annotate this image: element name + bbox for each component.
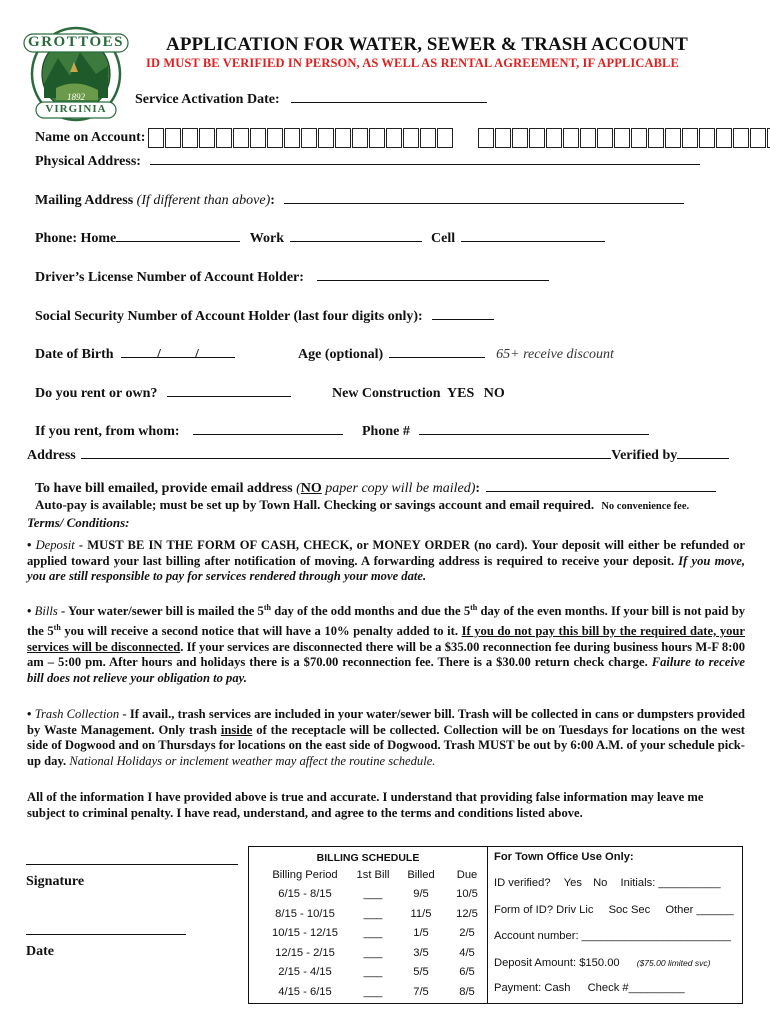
verified-by-label: Verified by [611, 448, 678, 463]
new-construction-label: New Construction [332, 386, 441, 401]
name-letter-box[interactable] [148, 128, 164, 148]
form-of-id-driv-lic[interactable]: Driv Lic [556, 904, 594, 916]
dob-day-field[interactable] [157, 357, 195, 358]
phone-row [35, 231, 605, 247]
phone-work-field[interactable] [290, 241, 422, 242]
billing-cell[interactable]: ___ [363, 985, 383, 998]
name-letter-box[interactable] [495, 128, 511, 148]
email-label: To have bill emailed, provide email address [35, 481, 293, 496]
name-letter-box[interactable] [301, 128, 317, 148]
name-letter-box[interactable] [648, 128, 664, 148]
deposit-amount: Deposit Amount: $150.00 [494, 957, 620, 969]
name-letter-box[interactable] [403, 128, 419, 148]
trash-text-b: of the receptacle will be collected. Collection will be on Tuesdays for locations on the west side of Dogwood and on Thursdays for locations on the east side of Dogwood. Trash MUST be out by 6:00 A.M. of your schedule pick-up day. [27, 722, 746, 768]
service-activation-row [135, 92, 487, 108]
billing-row [259, 982, 487, 1002]
bills-text-d: you will receive a second notice that will have a 10% penalty added to it. [60, 623, 462, 638]
name-letter-box[interactable] [233, 128, 249, 148]
name-on-account-row [35, 128, 770, 148]
form-of-id-label: Form of ID? [494, 904, 554, 916]
billing-cell[interactable]: ___ [363, 907, 383, 920]
billing-cell: 7/5 [413, 985, 429, 998]
logo-year: 1892 [67, 92, 85, 102]
billing-cell[interactable]: ___ [363, 888, 383, 901]
bills-sup-1: th [263, 603, 271, 612]
billing-header-cell: 1st Bill [356, 868, 390, 881]
ssn-row [35, 309, 494, 325]
billing-schedule-title: BILLING SCHEDULE [316, 852, 420, 864]
new-construction-yes[interactable]: YES [447, 386, 475, 401]
email-paren: ( [296, 481, 301, 496]
office-form-of-id-row [494, 904, 734, 916]
logo-bottom-text: VIRGINIA [45, 103, 107, 115]
billing-cell: 10/5 [456, 888, 478, 901]
billing-cell: 12/15 - 2/15 [275, 946, 335, 959]
drivers-license-row [35, 270, 549, 286]
landlord-address-field[interactable] [81, 458, 611, 459]
name-letter-box[interactable] [478, 128, 494, 148]
certification-text: All of the information I have provided above is true and accurate. I understand that providing false information may leave me subject to criminal penalty. I have read, understand, and agree to the terms and conditions listed above. [27, 790, 704, 820]
phone-work-label: Work [249, 231, 284, 246]
dob-month-field[interactable] [121, 357, 157, 358]
name-on-account-label: Name on Account: [35, 130, 146, 145]
name-letter-box[interactable] [546, 128, 562, 148]
billing-cell: 4/5 [459, 946, 475, 959]
rent-from-field[interactable] [193, 434, 343, 435]
drivers-license-field[interactable] [317, 280, 549, 281]
name-letter-box[interactable] [199, 128, 215, 148]
billing-cell: 1/5 [413, 927, 429, 940]
mailing-address-row: Mailing Address (If different than above): [35, 193, 684, 209]
form-of-id-other[interactable]: Other ______ [665, 904, 734, 916]
signature-line[interactable] [26, 864, 238, 865]
name-letter-box[interactable] [682, 128, 698, 148]
name-letter-box[interactable] [267, 128, 283, 148]
name-letter-box[interactable] [284, 128, 300, 148]
mailing-address-label: Mailing Address [35, 193, 134, 208]
terms-heading: Terms/ Conditions: [27, 515, 130, 530]
account-number-field[interactable]: Account number: ________________________ [494, 930, 732, 942]
town-seal-logo [18, 18, 134, 126]
trash-text-a: - If avail., trash services are included in your water/sewer bill. Trash will be collected in cans or dumpsters provided by Waste Management. Only trash [27, 707, 745, 737]
billing-cell: 6/15 - 8/15 [278, 888, 332, 901]
billing-cell[interactable]: ___ [363, 927, 383, 940]
service-activation-label: Service Activation Date: [135, 92, 280, 107]
rent-own-field[interactable] [167, 396, 291, 397]
new-construction-row [332, 386, 505, 402]
dob-row: Date of Birth / / [35, 347, 235, 364]
limited-svc-note: ($75.00 limited svc) [636, 958, 711, 968]
billing-cell: 2/15 - 4/15 [278, 966, 332, 979]
name-letter-box[interactable] [733, 128, 749, 148]
name-letter-box[interactable] [437, 128, 453, 148]
dob-year-field[interactable] [195, 357, 235, 358]
deposit-label: Deposit [35, 538, 75, 552]
drivers-license-label: Driver’s License Number of Account Holder: [35, 270, 304, 285]
billing-cell: 6/5 [459, 966, 475, 979]
landlord-phone-row [362, 424, 649, 440]
name-letter-box[interactable] [216, 128, 232, 148]
form-subtitle: ID MUST BE VERIFIED IN PERSON, AS WELL AS RENTAL AGREEMENT, IF APPLICABLE [146, 56, 679, 70]
billing-cell: 9/5 [413, 888, 429, 901]
name-letter-box[interactable] [614, 128, 630, 148]
last-name-boxes[interactable] [478, 128, 770, 148]
landlord-address-label: Address [27, 448, 76, 463]
billing-cell: 8/5 [459, 985, 475, 998]
name-letter-box[interactable] [597, 128, 613, 148]
bills-sup-3: th [53, 622, 61, 632]
billing-cell: 12/5 [456, 907, 478, 920]
name-letter-box[interactable] [512, 128, 528, 148]
id-verified-label: ID verified? [494, 877, 551, 889]
name-letter-box[interactable] [335, 128, 351, 148]
email-no-text: NO [300, 481, 322, 496]
verified-by-field[interactable] [677, 458, 729, 459]
ssn-label: Social Security Number of Account Holder (last four digits only): [35, 309, 423, 324]
trash-italic: National Holidays or inclement weather may affect the routine schedule. [69, 753, 436, 768]
name-letter-box[interactable] [386, 128, 402, 148]
billing-row [259, 963, 487, 983]
phone-home-label: Phone: Home [35, 231, 117, 246]
billing-cell: 3/5 [413, 946, 429, 959]
age-label: Age (optional) [298, 347, 384, 362]
autopay-text: Auto-pay is available; must be set up by Town Hall. Checking or savings account and email required. [35, 497, 595, 512]
name-letter-box[interactable] [529, 128, 545, 148]
deposit-italic: If you move, you are still responsible to pay for services rendered through your move date. [27, 553, 745, 584]
billing-cell: 11/5 [410, 907, 432, 920]
billing-cell: 5/5 [413, 966, 429, 979]
first-name-boxes[interactable] [148, 128, 454, 148]
office-id-verified-row [494, 877, 721, 889]
billing-cell: 10/15 - 12/15 [272, 927, 338, 940]
billing-header-cell: Billed [407, 868, 435, 881]
name-letter-box[interactable] [420, 128, 436, 148]
age-row [298, 347, 614, 363]
service-activation-field[interactable] [291, 102, 487, 103]
trash-label: Trash Collection [34, 707, 120, 721]
email-field[interactable] [486, 491, 716, 492]
phone-cell-field[interactable] [461, 241, 605, 242]
rent-from-row [35, 424, 343, 440]
bills-label: Bills [34, 604, 58, 619]
name-letter-box[interactable] [369, 128, 385, 148]
name-letter-box[interactable] [750, 128, 766, 148]
ssn-field[interactable] [432, 319, 494, 320]
date-label: Date [26, 944, 54, 959]
billing-header-cell: Billing Period [272, 868, 338, 881]
name-letter-box[interactable] [318, 128, 334, 148]
new-construction-no[interactable]: NO [483, 386, 505, 401]
bills-disconnect-warning: If you do not pay this bill by the required date, your services will be disconnected [27, 623, 746, 654]
signature-label: Signature [26, 874, 85, 889]
name-letter-box[interactable] [716, 128, 732, 148]
id-verified-no[interactable]: No [593, 877, 608, 889]
name-letter-box[interactable] [580, 128, 596, 148]
billing-cell[interactable]: ___ [363, 946, 383, 959]
office-use-box [486, 846, 743, 1004]
physical-address-row [35, 154, 700, 170]
name-letter-box[interactable] [352, 128, 368, 148]
bills-text-b: day of the odd months and due the 5 [270, 604, 471, 619]
billing-row [259, 904, 487, 924]
bills-italic: Failure to receive bill does not relieve your obligation to pay. [27, 655, 745, 685]
office-use-title: For Town Office Use Only: [494, 851, 634, 863]
no-fee-text: No convenience fee. [601, 501, 690, 512]
form-title: APPLICATION FOR WATER, SEWER & TRASH ACCOUNT [166, 34, 688, 55]
landlord-phone-field[interactable] [419, 434, 649, 435]
name-letter-box[interactable] [631, 128, 647, 148]
billing-cell[interactable]: ___ [363, 966, 383, 979]
name-letter-box[interactable] [182, 128, 198, 148]
age-discount-note: 65+ receive discount [496, 347, 614, 362]
billing-cell: 2/5 [459, 927, 475, 940]
billing-header-cell: Due [456, 868, 478, 881]
payment-cash[interactable]: Payment: Cash [494, 982, 571, 994]
name-letter-box[interactable] [250, 128, 266, 148]
billing-row [259, 924, 487, 944]
billing-schedule-box [248, 846, 488, 1004]
email-note: paper copy will be mailed) [321, 481, 476, 496]
rent-from-label: If you rent, from whom: [35, 424, 180, 439]
email-colon: : [475, 481, 481, 496]
id-verified-yes[interactable]: Yes [563, 877, 582, 889]
landlord-address-row [27, 448, 729, 464]
initials-field[interactable]: Initials: __________ [620, 877, 721, 889]
office-deposit-row [494, 957, 710, 969]
phone-home-field[interactable] [116, 241, 240, 242]
logo-top-text: GROTTOES [28, 34, 124, 50]
form-of-id-soc-sec[interactable]: Soc Sec [608, 904, 651, 916]
deposit-text: - MUST BE IN THE FORM OF CASH, CHECK, or MONEY ORDER (no card). Your deposit will either be refunded or applied toward your last billing after notification of moving. A forwarding address is required to receive your deposit. [27, 538, 746, 568]
name-letter-box[interactable] [563, 128, 579, 148]
billing-row [259, 943, 487, 963]
mailing-address-note: (If different than above) [136, 193, 271, 208]
bills-text-e: . If your services are disconnected there will be a $35.00 reconnection fee during business hours M-F 8:00 am – 5:00 pm. After hours and holidays there is a $70.00 reconnection fee. There is a $30.00 return check charge. [27, 639, 745, 670]
terms-trash: • Trash Collection - If avail., trash services are included in your water/sewer bill. Trash will be collected in cans or dumpsters provided by Waste Management. Only trash inside of the receptacle will be collected. Collection will be on Tuesdays for locations on the west side of Dogwood and on Thursdays for locations on the east side of Dogwood. Trash MUST be out by 6:00 A.M. of your schedule pick-up day. National Holidays or inclement weather may affect the routine schedule. [27, 707, 746, 768]
name-letter-box[interactable] [699, 128, 715, 148]
age-field[interactable] [389, 357, 485, 358]
rent-own-row [35, 386, 291, 402]
trash-inside: inside [220, 722, 253, 737]
billing-cell: 4/15 - 6/15 [278, 985, 332, 998]
autopay-row [35, 497, 689, 513]
bills-text-a: - Your water/sewer bill is mailed the 5 [57, 604, 264, 619]
billing-schedule-table [259, 865, 487, 1002]
email-row [35, 481, 716, 497]
name-letter-box[interactable] [165, 128, 181, 148]
date-line[interactable] [26, 934, 186, 935]
billing-cell: 8/15 - 10/15 [275, 907, 335, 920]
payment-check[interactable]: Check #_________ [587, 982, 685, 994]
landlord-phone-label: Phone # [362, 424, 410, 439]
rent-own-label: Do you rent or own? [35, 386, 158, 401]
billing-row [259, 885, 487, 905]
terms-deposit: • Deposit - MUST BE IN THE FORM OF CASH, CHECK, or MONEY ORDER (no card). Your deposit will either be refunded or applied toward your last billing after notification of moving. A forwarding address is required to receive your deposit. If you move, you are still responsible to pay for services rendered through your move date. [27, 538, 746, 584]
mailing-address-field[interactable] [284, 203, 684, 204]
bills-sup-2: th [470, 603, 478, 612]
name-letter-box[interactable] [665, 128, 681, 148]
phone-cell-label: Cell [431, 231, 456, 246]
bills-text-c: day of the even months. If your bill is not paid by the 5 [27, 604, 745, 638]
physical-address-field[interactable] [150, 164, 700, 165]
terms-bills: • Bills - Your water/sewer bill is mailed the 5th day of the odd months and due the 5th day of the even months. If your bill is not paid by the 5th you will receive a second notice that will have a 10% penalty added to it. If you do not pay this bill by the required date, your services will be disconnected. If your services are disconnected there will be a $35.00 reconnection fee during business hours M-F 8:00 am – 5:00 pm. After hours and holidays there is a $70.00 reconnection fee. There is a $30.00 return check charge. Failure to receive bill does not relieve your obligation to pay. [27, 603, 746, 685]
dob-label: Date of Birth [35, 347, 114, 362]
physical-address-label: Physical Address: [35, 154, 141, 169]
office-payment-row [494, 982, 685, 994]
